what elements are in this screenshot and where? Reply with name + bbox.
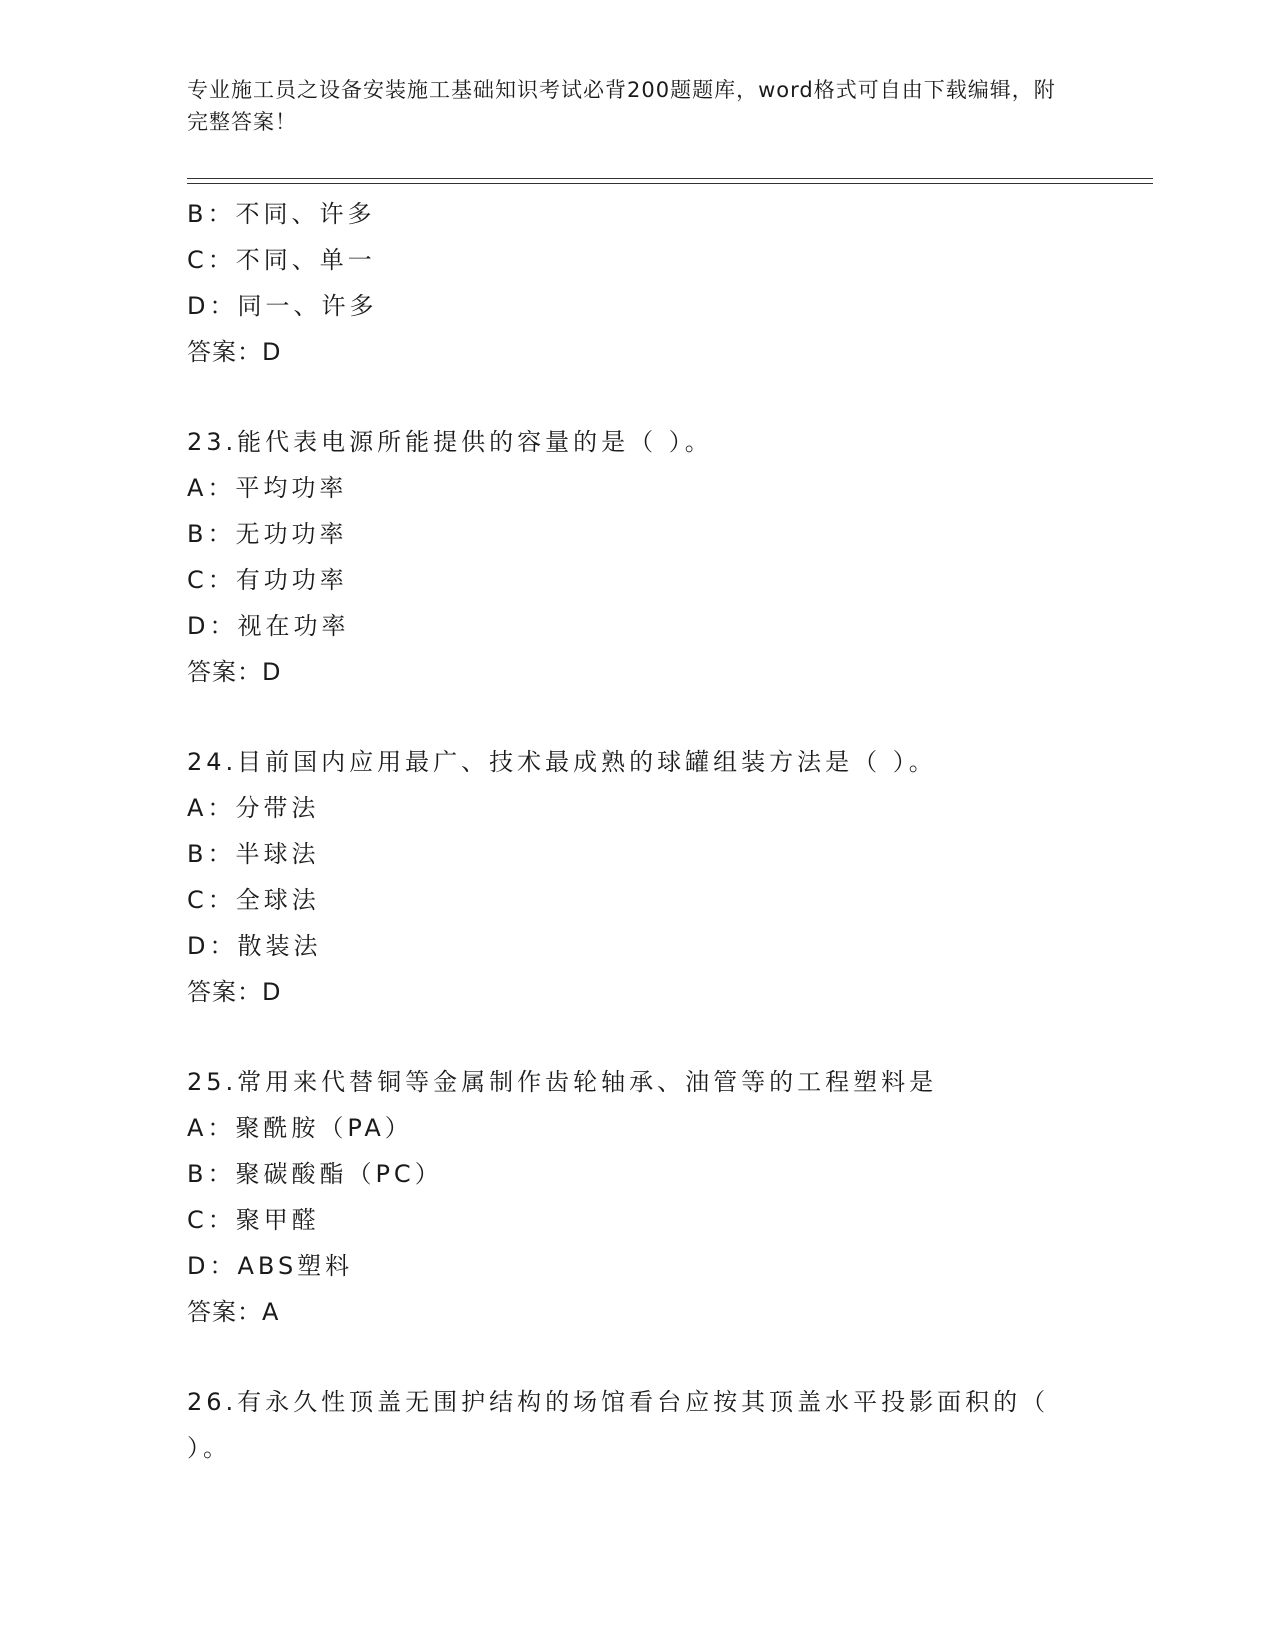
question-spacer bbox=[187, 695, 1087, 739]
header-rule-top bbox=[187, 178, 1153, 179]
question-23 bbox=[187, 419, 1087, 695]
option-b: B：不同、许多 bbox=[187, 200, 376, 228]
question-list bbox=[187, 191, 1087, 1471]
option-a: A：聚酰胺（PA） bbox=[187, 1114, 413, 1142]
question-stem: 26.有永久性顶盖无围护结构的场馆看台应按其顶盖水平投影面积的（ ）。 bbox=[187, 1388, 1050, 1462]
answer-line: 答案：D bbox=[187, 658, 282, 686]
option-c: C：有功功率 bbox=[187, 566, 348, 594]
option-b: B：聚碳酸酯（PC） bbox=[187, 1160, 443, 1188]
question-25 bbox=[187, 1059, 1087, 1335]
question-stem: 25.常用来代替铜等金属制作齿轮轴承、油管等的工程塑料是 bbox=[187, 1068, 938, 1096]
option-c: C：全球法 bbox=[187, 886, 320, 914]
question-22-continued bbox=[187, 191, 1087, 375]
header-rule-bottom bbox=[187, 183, 1153, 184]
answer-line: 答案：D bbox=[187, 338, 282, 366]
option-d: D：ABS塑料 bbox=[187, 1252, 354, 1280]
answer-line: 答案：D bbox=[187, 978, 282, 1006]
question-spacer bbox=[187, 375, 1087, 419]
option-a: A：平均功率 bbox=[187, 474, 348, 502]
question-spacer bbox=[187, 1335, 1087, 1379]
option-d: D：同一、许多 bbox=[187, 292, 378, 320]
question-26 bbox=[187, 1379, 1087, 1471]
option-c: C：聚甲醛 bbox=[187, 1206, 320, 1234]
option-b: B：无功功率 bbox=[187, 520, 348, 548]
question-24 bbox=[187, 739, 1087, 1015]
option-d: D：视在功率 bbox=[187, 612, 350, 640]
question-spacer bbox=[187, 1015, 1087, 1059]
option-a: A：分带法 bbox=[187, 794, 320, 822]
option-d: D：散装法 bbox=[187, 932, 322, 960]
answer-line: 答案：A bbox=[187, 1298, 280, 1326]
option-c: C：不同、单一 bbox=[187, 246, 376, 274]
document-header: 专业施工员之设备安装施工基础知识考试必背200题题库，word格式可自由下载编辑，附完整答案！ bbox=[187, 78, 1056, 134]
option-b: B：半球法 bbox=[187, 840, 320, 868]
question-stem: 24.目前国内应用最广、技术最成熟的球罐组装方法是（ ）。 bbox=[187, 748, 937, 776]
question-stem: 23.能代表电源所能提供的容量的是（ ）。 bbox=[187, 428, 713, 456]
